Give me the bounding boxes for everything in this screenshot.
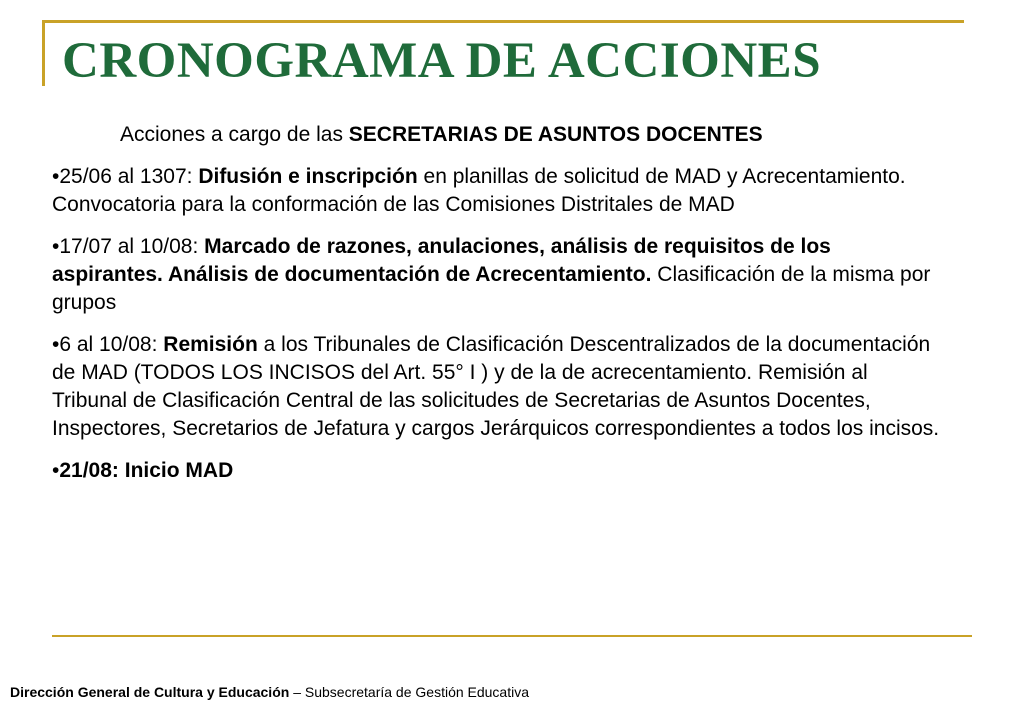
slide-title: CRONOGRAMA DE ACCIONES (62, 33, 822, 89)
schedule-item-4 (52, 457, 1022, 485)
bullet: • (52, 235, 60, 258)
item-text: a los Tribunales de Clasificación Descentralizados de la documentación de MAD (TODOS LOS INCISOS del Art. 55° I ) y de la de acrecentamiento. Remisión al Tribunal de Clasificación Central de las solicitudes de Secretarias de Asuntos Docentes, Inspectores, Secretarios de Jefatura y cargos Jerárquicos correspondientes a todos los incisos. (52, 333, 940, 440)
item-text: Clasificación de la misma por grupos (52, 263, 931, 314)
item-bold: Remisión (163, 333, 258, 356)
slide-content (52, 121, 1022, 499)
bullet: • (52, 333, 60, 356)
slide-subtitle (120, 121, 1022, 149)
footer-text: – Subsecretaría de Gestión Educativa (289, 684, 530, 700)
schedule-item-3 (52, 331, 942, 443)
top-decorative-rule (42, 20, 964, 23)
item-bold: Difusión e inscripción (198, 165, 418, 188)
left-decorative-rule (42, 20, 45, 86)
item-date: 25/06 al 1307: (59, 165, 199, 188)
bullet: • (52, 165, 60, 188)
item-date: 17/07 al 10/08: (59, 235, 205, 258)
schedule-item-1 (52, 163, 1022, 219)
subtitle-prefix: Acciones a cargo de las (120, 123, 349, 146)
bottom-decorative-rule (52, 635, 972, 637)
bullet: • (52, 459, 60, 482)
item-date: 6 al 10/08: (59, 333, 164, 356)
footer-bold: Dirección General de Cultura y Educación (10, 684, 290, 700)
item-bold: 21/08: Inicio MAD (59, 459, 234, 482)
schedule-item-2 (52, 233, 942, 317)
item-bold: Marcado de razones, anulaciones, análisis de requisitos de los aspirantes. Análisis de documentación de Acrecentamiento. (52, 235, 831, 286)
item-text: en planillas de solicitud de MAD y Acrecentamiento. Convocatoria para la conformación de las Comisiones Distritales de MAD (52, 165, 906, 216)
subtitle-bold: SECRETARIAS DE ASUNTOS DOCENTES (348, 123, 763, 146)
footer (10, 684, 529, 700)
